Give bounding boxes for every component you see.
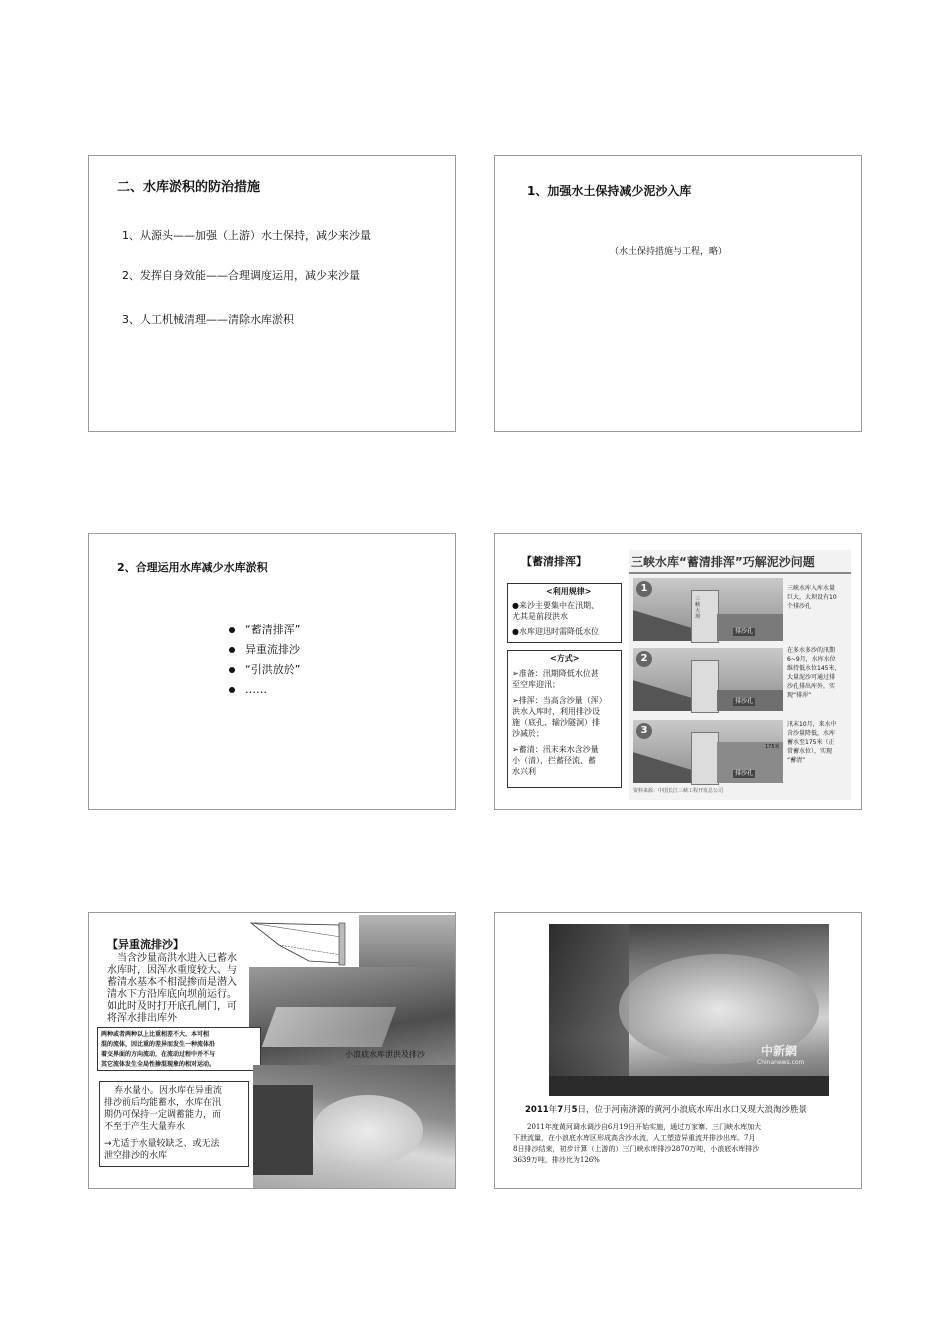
- advantage-line: →尤适于水量较缺乏、或无法: [104, 1139, 220, 1149]
- caption-year: 2011: [525, 1105, 549, 1115]
- step-text-line: 常蓄水位），实现: [787, 748, 833, 755]
- bullet-item: [229, 660, 300, 680]
- dam-icon: [691, 660, 719, 713]
- step-text-line: 含沙量降低，水库: [787, 730, 836, 737]
- step-text-line: 6~9月，水库水位: [787, 656, 836, 663]
- slide-2: [494, 155, 862, 432]
- slide-4-bracket-title: 【蓄清排浑】: [521, 555, 587, 568]
- para-line: 蓄清水基本不相混掺而是潜入: [107, 977, 237, 988]
- bullet-dot-icon: [229, 647, 235, 653]
- step-number-badge: 1: [636, 581, 652, 597]
- method-line: 小（清），拦蓄径流、蓄: [512, 756, 596, 765]
- advantage-line: 排沙前后均能蓄水，水库在汛: [104, 1098, 222, 1108]
- dam-label: 三峡大坝: [695, 596, 701, 620]
- photo-top-right-edge: [359, 915, 456, 967]
- photo-caption: 小浪底水库泄洪及排沙: [345, 1050, 425, 1059]
- slide-1-title: 二、水库淤积的防治措施: [117, 180, 261, 195]
- def-line: 着交界面的方向流动，在流动过程中并不与: [101, 1051, 216, 1058]
- body-line: 3639万吨，排沙比为126%: [513, 1156, 600, 1164]
- step-text-line: 巨大，大坝设有10: [787, 594, 837, 601]
- para-line: 当含沙量高洪水进入已蓄水: [117, 953, 237, 964]
- hole-label: 排沙孔: [735, 770, 754, 777]
- caption-day: 5: [571, 1105, 578, 1115]
- body-line: 8日排沙结束，初步计算（上游的）三门峡水库排沙2870万吨，小浪底水库排沙: [513, 1145, 760, 1153]
- spillway-flow-shape: [262, 1007, 397, 1047]
- caption-month: 7: [557, 1105, 564, 1115]
- bullet-item: [229, 620, 300, 640]
- step-text-line: 在多水多沙的汛期: [787, 647, 836, 654]
- density-current-diagram: [249, 915, 359, 967]
- step-text-1: [787, 584, 849, 611]
- advantage-line: 泄空排沙的水库: [104, 1151, 168, 1161]
- rule-line: ●来沙主要集中在汛期、: [512, 601, 599, 610]
- step-panel-3: [633, 720, 783, 783]
- step-text-line: 现“排浑”: [787, 692, 812, 699]
- slide-5: [88, 912, 456, 1189]
- para-line: 将浑水排出库外: [107, 1013, 177, 1024]
- step-text-line: 维持低水位145米，: [787, 665, 841, 672]
- water-level-label: 175米: [765, 744, 780, 750]
- method-line: 至空库迎汛；: [512, 680, 560, 689]
- def-line: 两种或者两种以上比重相差不大、本可相: [101, 1031, 210, 1038]
- slide-6-caption: [525, 1104, 807, 1116]
- caption-text: 日，位于河南济源的黄河小浪底水库出水口又现大浪淘沙胜景: [577, 1105, 808, 1115]
- method-box: [507, 650, 622, 788]
- dam-wall-shape: [549, 924, 629, 1096]
- step-text-line: 大量泥沙可通过排: [787, 674, 836, 681]
- def-line: 其它流体发生全局性掺混现象的相对运动。: [101, 1061, 216, 1068]
- watermark-logo: 中新網: [761, 1044, 798, 1058]
- watermark-sub: Chinanews.com: [757, 1059, 805, 1066]
- bullet-text: “引洪放於”: [245, 663, 301, 676]
- step-text-2: [787, 646, 849, 700]
- rule-line: 尤其是前段洪水: [512, 612, 568, 621]
- advantage-line: 不至于产生大量弃水: [104, 1122, 186, 1132]
- step-text-line: 蓄水至175米（正: [787, 739, 835, 746]
- bullet-text: 异重流排沙: [245, 643, 300, 656]
- step-number-badge: 3: [636, 723, 652, 739]
- step-text-line: 三峡水库入库水量: [787, 585, 836, 592]
- step-text-line: 汛末10月，来水中: [787, 721, 837, 728]
- slide-1-item-3: 3、人工机械清理——清除水库淤积: [122, 313, 294, 326]
- hole-label: 排沙孔: [735, 698, 754, 705]
- advantage-line: 期仍可保持一定调蓄能力，而: [104, 1110, 222, 1120]
- definition-box: [97, 1027, 261, 1071]
- slide-2-note: （水土保持措施与工程，略）: [610, 247, 728, 257]
- step-text-line: “蓄清”: [787, 757, 806, 764]
- dam-icon: [691, 732, 719, 785]
- method-line: 水兴利: [512, 767, 536, 776]
- mountain-shape: [633, 739, 691, 783]
- advantage-box: [99, 1081, 249, 1167]
- bullet-item: [229, 680, 300, 700]
- slide-1-item-2: 2、发挥自身效能——合理调度运用，减少来沙量: [122, 269, 360, 282]
- dam-structure-shape: [253, 1085, 313, 1175]
- slide-4: [494, 533, 862, 810]
- three-gorges-infographic: [629, 550, 851, 800]
- bullet-dot-icon: [229, 687, 235, 693]
- rule-box: [507, 583, 622, 643]
- step-text-3: [787, 720, 849, 765]
- bullet-text: “蓄清排浑”: [245, 623, 301, 636]
- step-panel-2: [633, 648, 783, 711]
- body-line: 下泄流量，在小浪底水库区形成高含沙水流，人工塑造异重流并排沙出库。7月: [513, 1134, 756, 1142]
- infographic-footer: 资料来源：中国长江三峡工程开发总公司: [633, 788, 724, 794]
- caption-text: 月: [563, 1105, 572, 1115]
- reservoir-profile-diagram: [249, 915, 359, 967]
- slide-5-paragraph: [107, 953, 237, 1025]
- method-line: ➢蓄清：汛末来水含沙量: [512, 745, 599, 754]
- infographic-banner: 三峡水库“蓄清排浑”巧解泥沙问题: [631, 555, 815, 569]
- advantage-line: 弃水量小。因水库在异重流: [114, 1086, 223, 1096]
- mountain-shape: [633, 597, 691, 641]
- para-line: 水库时，因浑水重度较大、与: [107, 965, 237, 976]
- slide-5-bracket-title: 【异重流排沙】: [107, 938, 184, 951]
- slide-1: [88, 155, 456, 432]
- slide-1-item-1: 1、从源头——加强（上游）水土保持，减少来沙量: [122, 229, 371, 242]
- slide-3-bullet-list: [229, 620, 300, 700]
- method-line: ➢排浑：当高含沙量（浑）: [512, 696, 607, 705]
- body-line: 2011年度黄河调水调沙自6月19日开始实施，通过万家寨、三门峡水库加大: [527, 1123, 762, 1131]
- slide-3-title: 2、合理运用水库减少水库淤积: [117, 561, 268, 574]
- banner-rule: [629, 572, 851, 574]
- rule-line: ●水库迎迅时需降低水位: [512, 627, 599, 636]
- hole-label: 排沙孔: [735, 628, 754, 635]
- method-line: 洪水入库时，利用排沙设: [512, 707, 600, 716]
- method-line: 施（底孔、输沙隧洞）排: [512, 718, 600, 727]
- para-line: 清水下方沿库底向坝前运行。: [107, 989, 237, 1000]
- xiaolangdi-outflow-photo: [549, 924, 829, 1096]
- slide-2-title: 1、加强水土保持减少泥沙入库: [527, 184, 692, 198]
- def-line: 混的流体，因比重的差异而发生一种流体沿: [101, 1041, 216, 1048]
- bullet-dot-icon: [229, 667, 235, 673]
- method-line: 沙减於；: [512, 729, 544, 738]
- para-line: 如此时及时打开底孔闸门，可: [107, 1001, 237, 1012]
- mountain-shape: [633, 667, 691, 711]
- reservoir-photo-bottom: [253, 1065, 456, 1189]
- bullet-dot-icon: [229, 627, 235, 633]
- bullet-item: [229, 640, 300, 660]
- caption-text: 年: [548, 1105, 558, 1115]
- bullet-text: ……: [245, 683, 267, 696]
- method-line: ➢准备：汛期降低水位甚: [512, 669, 599, 678]
- slide-3: [88, 533, 456, 810]
- step-text-line: 个排沙孔: [787, 603, 812, 610]
- spray-shape: [313, 1095, 423, 1165]
- method-box-title: <方式>: [550, 653, 580, 663]
- crowd-silhouette-shape: [549, 1076, 829, 1096]
- step-text-line: 沙孔排出库外，实: [787, 683, 836, 690]
- slide-6-body: [513, 1122, 761, 1166]
- slide-6: [494, 912, 862, 1189]
- step-panel-1: [633, 578, 783, 641]
- step-number-badge: 2: [636, 651, 652, 667]
- rule-box-title: <利用规律>: [546, 586, 592, 596]
